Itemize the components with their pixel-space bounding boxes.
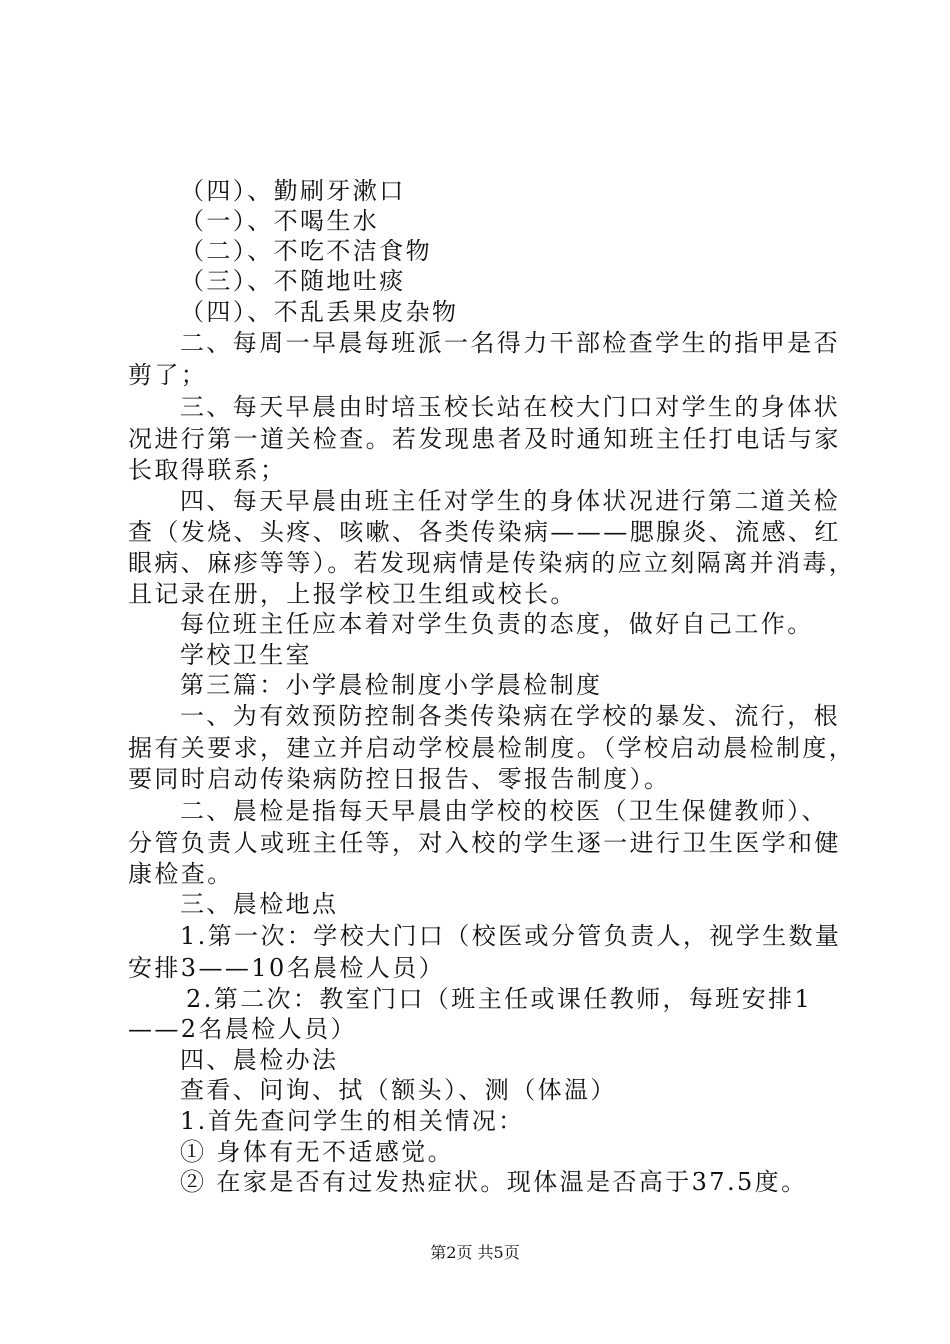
text-line: （一）、不喝生水 [180,207,380,235]
text-line: 1.第一次：学校大门口（校医或分管负责人，视学生数量 [180,922,842,950]
text-line: （二）、不吃不洁食物 [180,237,432,265]
text-line: 且记录在册，上报学校卫生组或校长。 [128,580,577,608]
text-line: ——2名晨检人员） [128,1015,357,1043]
section-title: 学校卫生室 [180,641,312,669]
text-line: 安排3——10名晨检人员） [128,954,446,982]
text-line: （三）、不随地吐痰 [180,267,406,295]
text-line: 四、每天早晨由班主任对学生的身体状况进行第二道关检 [180,487,840,515]
text-line: 每位班主任应本着对学生负责的态度，做好自己工作。 [180,610,814,638]
text-line: 二、每周一早晨每班派一名得力干部检查学生的指甲是否 [180,329,840,357]
text-line: 要同时启动传染病防控日报告、零报告制度）。 [128,765,671,793]
text-line: 二、晨检是指每天早晨由学校的校医（卫生保健教师）、 [180,797,828,825]
text-line: 2.第二次：教室门口（班主任或课任教师，每班安排1 [186,985,813,1013]
text-line: ① 身体有无不适感觉。 [180,1138,455,1166]
text-line: （四）、勤刷牙漱口 [180,177,406,205]
text-line: 眼病、麻疹等等）。若发现病情是传染病的应立刻隔离并消毒， [128,549,856,577]
text-line: 分管负责人或班主任等，对入校的学生逐一进行卫生医学和健 [128,829,841,857]
text-line: 剪了； [128,361,208,389]
text-line: 况进行第一道关检查。若发现患者及时通知班主任打电话与家 [128,425,841,453]
text-line: 三、每天早晨由时培玉校长站在校大门口对学生的身体状 [180,393,840,421]
chapter-heading: 第三篇：小学晨检制度小学晨检制度 [180,671,603,699]
text-line: 三、晨检地点 [180,890,339,918]
text-line: 四、晨检办法 [180,1046,339,1074]
text-line: 查（发烧、头疼、咳嗽、各类传染病———腮腺炎、流感、红 [128,518,841,546]
text-line: 1.首先查问学生的相关情况： [180,1107,525,1135]
text-line: 一、为有效预防控制各类传染病在学校的暴发、流行，根 [180,702,840,730]
text-line: 查看、问询、拭（额头）、测（体温） [180,1076,617,1104]
text-line: 长取得联系； [128,456,287,484]
text-line: （四）、不乱丢果皮杂物 [180,298,459,326]
text-line: ② 在家是否有过发热症状。现体温是否高于37.5度。 [180,1168,808,1196]
text-line: 据有关要求，建立并启动学校晨检制度。（学校启动晨检制度， [128,734,856,762]
text-line: 康检查。 [128,860,234,888]
page-number-footer: 第2页 共5页 [430,1243,520,1262]
